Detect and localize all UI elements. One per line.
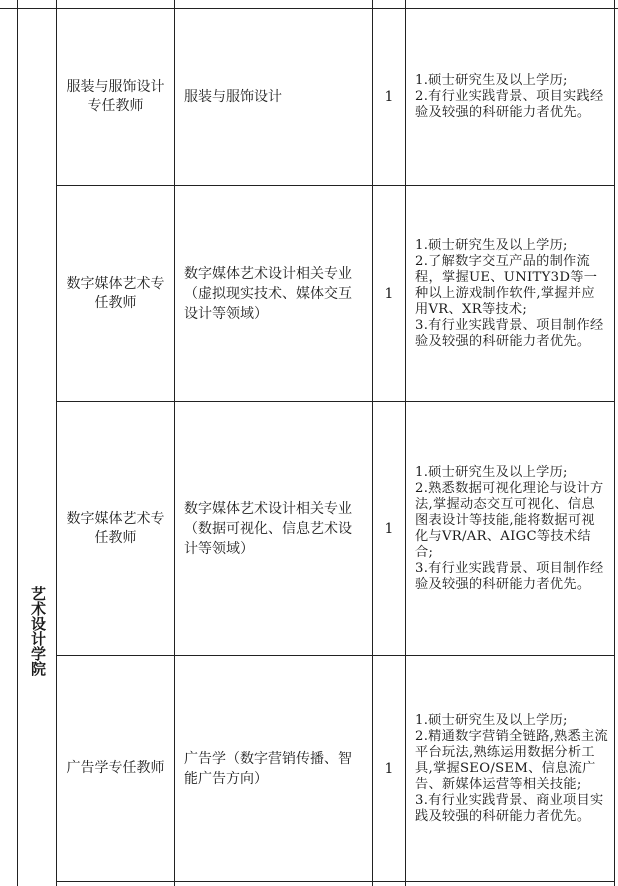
table-border-right <box>614 0 615 886</box>
department-label: 艺术设计学院 <box>29 586 47 676</box>
position-title: 服装与服饰设计专任教师 <box>66 79 165 114</box>
hiring-count: 1 <box>384 520 394 537</box>
qualification-text: 1.硕士研究生及以上学历; 2.熟悉数据可视化理论与设计方法,掌握动态交互可视化、信息图表设计等技能,能将数据可视化与VR/AR、AIGC等技术结合; 3.有行业实践背景、项目制作经验及较强的科研能力者优先。 <box>415 464 604 592</box>
position-title: 数字媒体艺术专任教师 <box>66 275 165 311</box>
qualification-text: 1.硕士研究生及以上学历; 2.了解数字交互产品的制作流程，掌握UE、UNITY3D等一种以上游戏制作软件,掌握并应用VR、XR等技术; 3.有行业实践背景、项目制作经验及较强的科研能力者优先。 <box>415 237 604 349</box>
major-requirement: 数字媒体艺术设计相关专业（数据可视化、信息艺术设计等领域） <box>184 500 352 557</box>
table-border-left <box>17 0 18 886</box>
qualification-text: 1.硕士研究生及以上学历; 2.有行业实践背景、项目实践经验及较强的科研能力者优先。 <box>415 73 604 120</box>
position-title: 广告学专任教师 <box>66 760 165 776</box>
hiring-count: 1 <box>384 89 394 105</box>
qualification-text: 1.硕士研究生及以上学历; 2.精通数字营销全链路,熟悉主流平台玩法,熟练运用数据分析工具,掌握SEO/SEM、信息流广告、新媒体运营等相关技能; 3.有行业实践背景、商业项目实践及较强的科研能力者优先。 <box>415 712 609 824</box>
hiring-count: 1 <box>384 760 394 777</box>
major-requirement: 广告学（数字营销传播、智能广告方向） <box>184 750 352 787</box>
major-requirement: 数字媒体艺术设计相关专业（虚拟现实技术、媒体交互设计等领域） <box>184 265 352 322</box>
position-title: 数字媒体艺术专任教师 <box>66 510 165 546</box>
major-requirement: 服装与服饰设计 <box>184 89 282 105</box>
row-divider <box>56 881 615 882</box>
hiring-count: 1 <box>384 285 394 302</box>
